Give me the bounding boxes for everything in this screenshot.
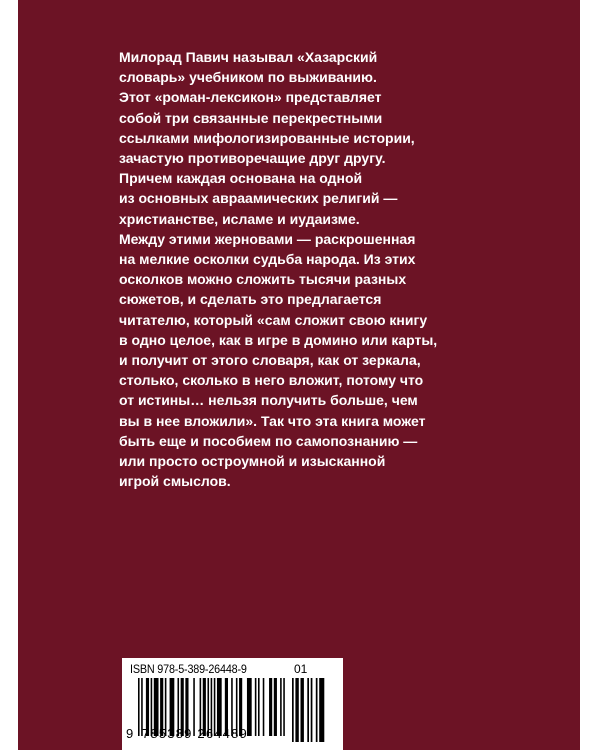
barcode-panel (122, 658, 343, 750)
blurb-line: в одно целое, как в игре в домино или карты, (119, 331, 438, 348)
blurb-line: собой три связанные перекрестными (119, 109, 383, 126)
blurb-line: и получит от этого словаря, как от зеркала, (119, 352, 421, 369)
barcode-lead-digit: 9 (126, 726, 134, 741)
blurb-line: вы в нее вложили». Так что эта книга может (119, 412, 426, 429)
blurb-line: от истины… нельзя получить больше, чем (119, 392, 418, 409)
barcode-digits: 785389 264489 (142, 726, 248, 741)
blurb-line: на мелкие осколки судьба народа. Из этих (119, 251, 416, 268)
blurb-line: христианстве, исламе и иудаизме. (119, 210, 360, 227)
blurb-line: сюжетов, и сделать это предлагается (119, 291, 382, 308)
blurb-line: ссылками мифологизированные истории, (119, 129, 415, 146)
blurb-text (119, 47, 438, 491)
blurb-line: или просто остроумной и изысканной (119, 453, 386, 470)
blurb-line: Между этими жерновами — раскрошенная (119, 230, 416, 247)
blurb-line: столько, сколько в него вложит, потому что (119, 372, 424, 389)
blurb-line: из основных авраамических религий — (119, 190, 398, 207)
blurb-line: словарь» учебником по выживанию. (119, 69, 377, 86)
blurb-line: читателю, который «сам сложит свою книгу (119, 311, 428, 328)
blurb-line: Причем каждая основана на одной (119, 170, 363, 187)
isbn-label: ISBN 978-5-389-26448-9 (130, 662, 247, 676)
barcode-addon-code: 01 (294, 662, 308, 676)
blurb-line: Милорад Павич называл «Хазарский (119, 49, 378, 65)
blurb-line: зачастую противоречащие друг другу. (119, 150, 386, 167)
book-back-cover (18, 0, 580, 750)
blurb-line: быть еще и пособием по самопознанию — (119, 432, 418, 449)
blurb-line: Этот «роман-лексикон» представляет (119, 89, 382, 106)
blurb-line: игрой смыслов. (119, 473, 231, 490)
blurb-line: осколков можно сложить тысячи разных (119, 271, 407, 288)
addon-barcode-icon (292, 678, 326, 742)
